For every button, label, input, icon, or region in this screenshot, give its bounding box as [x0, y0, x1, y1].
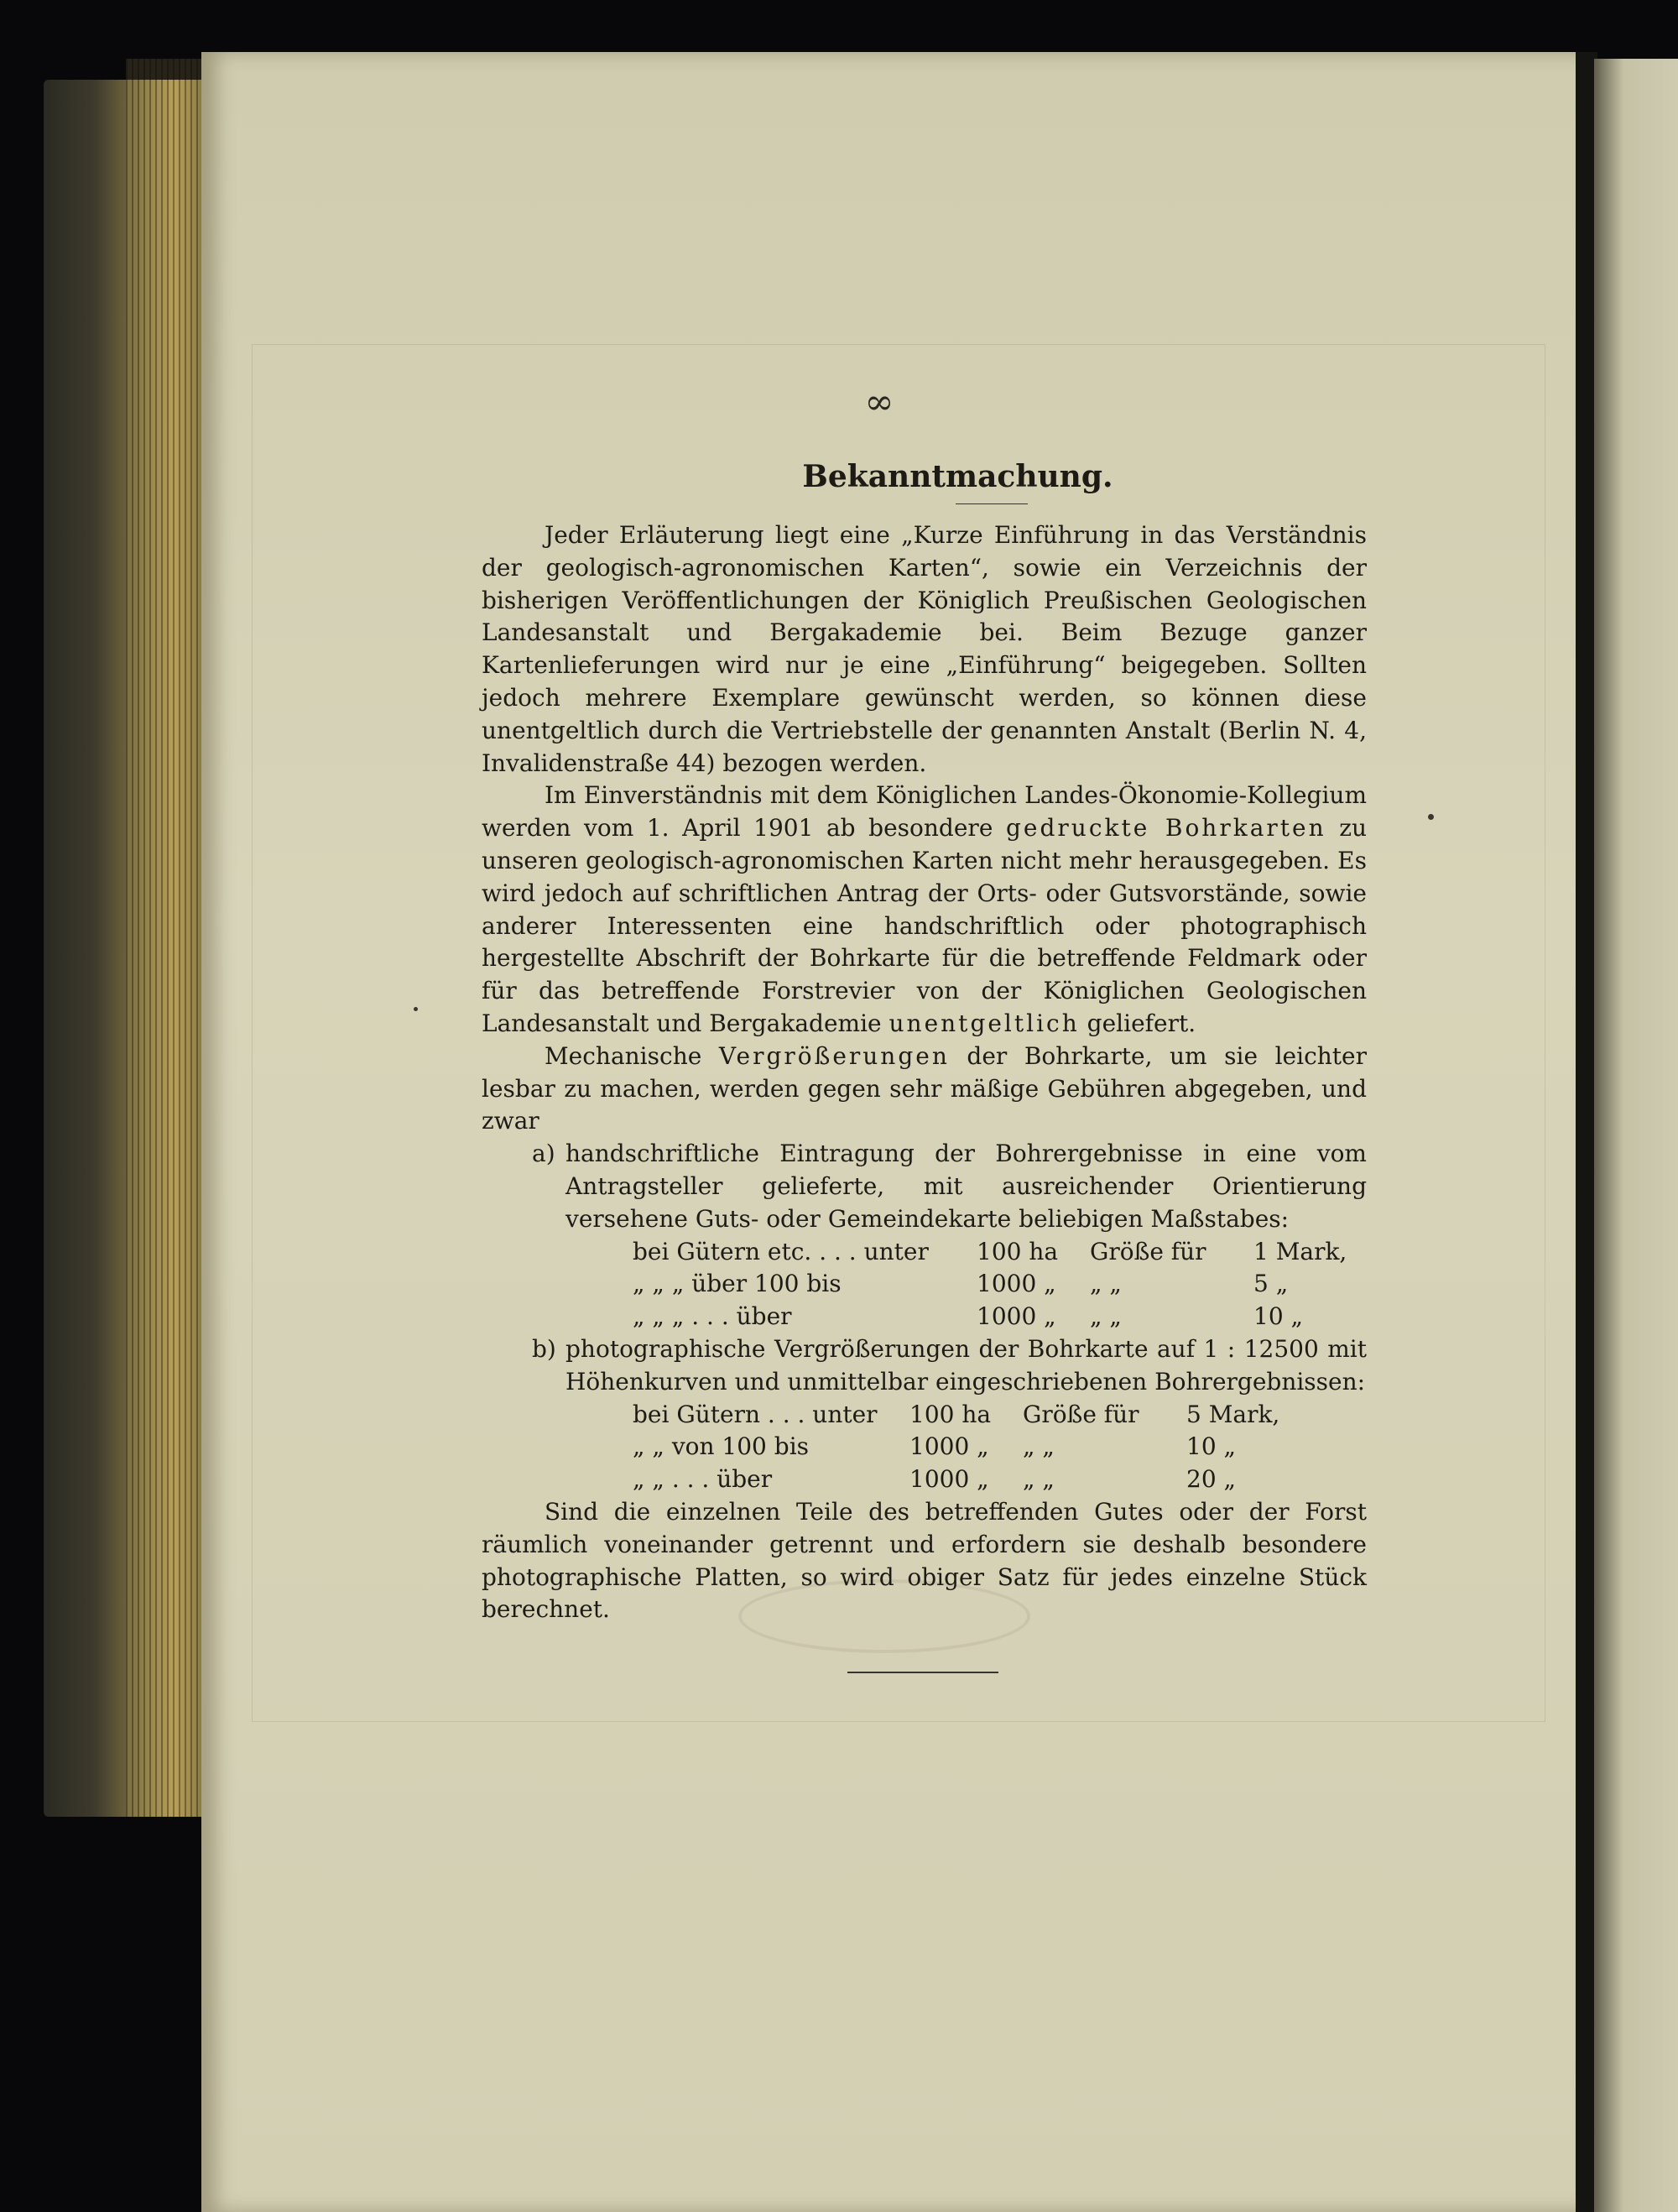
paragraph-vergroesserungen — [482, 1041, 1367, 1138]
emphasis-unentgeltlich: unentgeltlich — [889, 1009, 1080, 1037]
rate-size: 100 ha — [977, 1237, 1059, 1265]
rate-price: 5 Mark, — [1186, 1400, 1280, 1428]
paragraph-einfuehrung: Jeder Erläuterung liegt eine „Kurze Einführung in das Verständnis der geologisch-agronomischen Karten“, sowie ein Verzeichnis der bisherigen Veröffentlichungen der Königlich Preußischen Geologischen Landesanstalt und Bergakademie bei. Beim Bezuge ganzer Kartenlieferungen wird nur je eine „Einführung“ beigegeben. Sollten jedoch mehrere Exemplare gewünscht werden, so können diese unentgeltlich durch die Vertriebstelle der genannten Anstalt (Berlin N. 4, Invalidenstraße 44) bezogen werden. — [482, 521, 1367, 777]
emphasis-vergroesserungen: Vergrößerungen — [718, 1041, 950, 1070]
rate-label: „ „ — [1023, 1432, 1055, 1461]
paragraph-text: zu unseren geologisch-agronomischen Karten nicht mehr herausgegeben. Es wird jedoch auf schriftlichen Antrag der Orts- oder Gutsvorstände, sowie anderer Interessenten eine handschriftlich oder photographisch hergestellte Abschrift der Bohrkarte für die betreffende Feldmark oder für das betreffende Forstrevier von der Königlichen Geologischen Landesanstalt und Bergakademie — [482, 814, 1368, 1037]
rate-condition: „ „ „ . . . über — [633, 1302, 792, 1331]
rate-label: „ „ — [1090, 1270, 1122, 1298]
paragraph-text: Mechanische — [545, 1041, 702, 1070]
end-rule — [847, 1672, 998, 1673]
rate-size: 100 ha — [909, 1400, 992, 1428]
rate-size: 1000 „ — [977, 1270, 1056, 1298]
emphasis-gedruckte-bohrkarten: gedruckte Bohrkarten — [1005, 814, 1326, 843]
rate-condition: bei Gütern . . . unter — [633, 1400, 878, 1428]
rate-price: 1 Mark, — [1253, 1237, 1347, 1265]
rate-row — [633, 1236, 1367, 1269]
rate-row — [633, 1268, 1367, 1301]
rate-size: 1000 „ — [909, 1465, 989, 1494]
paragraph-platten: Sind die einzelnen Teile des betreffenden Gutes oder der Forst räumlich voneinander getrennt und erfordern sie deshalb besondere photographische Platten, so wird obiger Satz für jedes einzelne Stück berechnet. — [482, 1497, 1367, 1624]
rate-row — [633, 1431, 1367, 1463]
rate-condition: „ „ von 100 bis — [633, 1432, 810, 1461]
ink-speck — [1428, 814, 1434, 820]
list-text: handschriftliche Eintragung der Bohrergebnisse in eine vom Antragsteller gelieferte, mit ausreichender Orientierung versehene Guts- oder Gemeindekarte beliebigen Maßstabes: — [565, 1140, 1367, 1233]
paragraph-bohrkarten — [482, 780, 1367, 1040]
rate-condition: bei Gütern etc. . . . unter — [633, 1237, 929, 1265]
rate-price: 10 „ — [1253, 1302, 1304, 1331]
page-stack-edges — [126, 59, 201, 1817]
title-rule — [956, 503, 1028, 504]
list-item-b — [482, 1333, 1367, 1399]
rate-row — [633, 1463, 1367, 1496]
rate-size: 1000 „ — [977, 1302, 1056, 1331]
rate-condition: „ „ „ über 100 bis — [633, 1270, 842, 1298]
list-label: b) — [532, 1334, 556, 1363]
rate-size: 1000 „ — [909, 1432, 989, 1461]
rate-row — [633, 1399, 1367, 1432]
rate-label: Größe für — [1090, 1237, 1206, 1265]
opposite-page — [1594, 59, 1678, 2212]
list-item-a — [482, 1138, 1367, 1235]
paragraph-text: Im Einverständnis mit dem Königlichen Landes-Ökonomie-Kollegium werden vom 1. April 1901 ab besondere — [482, 781, 1367, 843]
rate-price: 10 „ — [1186, 1432, 1237, 1461]
library-stamp: ∞ — [864, 381, 898, 422]
announcement — [482, 453, 1367, 1626]
rate-label: Größe für — [1023, 1400, 1139, 1428]
rate-row — [633, 1301, 1367, 1333]
rate-label: „ „ — [1090, 1302, 1122, 1331]
ink-speck — [414, 1007, 418, 1011]
list-text: photographische Vergrößerungen der Bohrkarte auf 1 : 12500 mit Höhenkurven und unmittelbar eingeschriebenen Bohrergebnissen: — [565, 1334, 1367, 1396]
rate-price: 20 „ — [1186, 1465, 1237, 1494]
rate-price: 5 „ — [1253, 1270, 1289, 1298]
paragraph-text: geliefert. — [1087, 1009, 1196, 1037]
rate-label: „ „ — [1023, 1465, 1055, 1494]
paragraph-text: der Bohrkarte, um sie leichter lesbar zu machen, werden gegen sehr mäßige Gebühren abgegeben, und zwar — [482, 1041, 1367, 1135]
page-title: Bekanntmachung. — [802, 459, 1113, 494]
list-label: a) — [532, 1140, 555, 1168]
rate-condition: „ „ . . . über — [633, 1465, 773, 1494]
